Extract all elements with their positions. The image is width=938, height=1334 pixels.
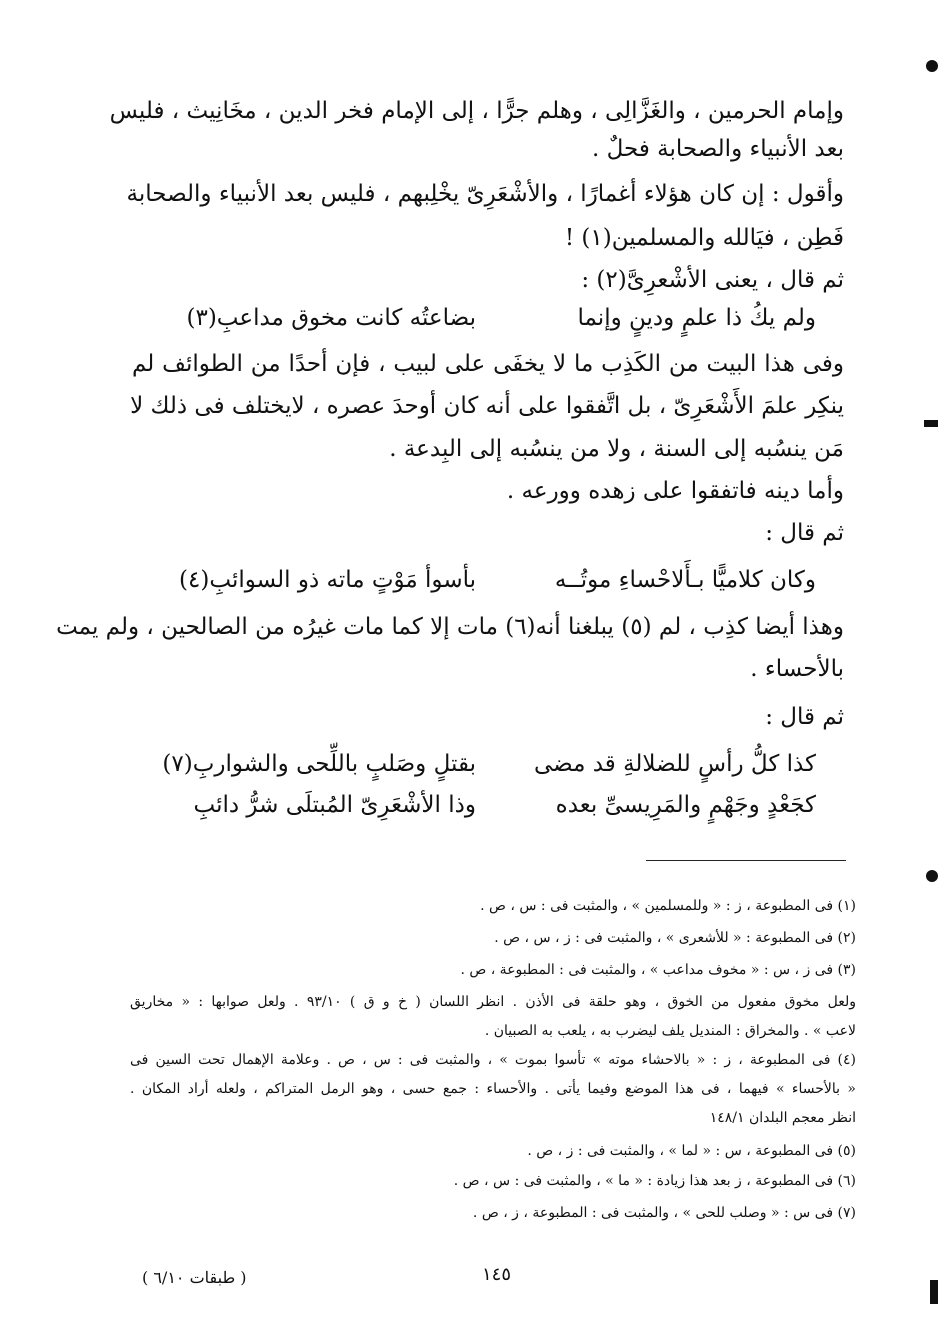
body-line: وأما دينه فاتفقوا على زهده وورعه . <box>506 478 844 504</box>
verse-hemistich-second: بضاعتُه كانت مخوق مداعبِ(٣) <box>186 305 476 331</box>
footnote: (٧) فى س : « وصلب للحى » ، والمثبت فى : المطبوعة ، ز ، ص . <box>472 1205 856 1221</box>
footnote: لاعب » . والمخراق : المنديل يلف ليضرب به ، يلعب به الصبيان . <box>484 1023 856 1039</box>
body-line: وإمام الحرمين ، والغَزَّالِى ، وهلم جرًّا ، إلى الإمام فخر الدين ، مخَانِيث ، فليس <box>109 98 844 124</box>
footnote: (٤) فى المطبوعة ، ز : « بالاحشاء موته » تأسوا بموت » ، والمثبت فى : س ، ص . وعلامة الإهمال تحت السين فى <box>130 1052 856 1068</box>
body-line: بالأحساء . <box>750 656 844 682</box>
footnote-separator <box>646 860 846 861</box>
footnote: (٥) فى المطبوعة ، س : « لما » ، والمثبت فى : ز ، ص . <box>527 1143 856 1159</box>
body-line: ثم قال : <box>765 520 844 546</box>
verse-hemistich-second: وذا الأشْعَرِىّ المُبتلَى شرُّ دائبِ <box>193 792 476 818</box>
footnote: (١) فى المطبوعة ، ز : « وللمسلمين » ، والمثبت فى : س ، ص . <box>480 898 856 914</box>
verse-hemistich-first: كذا كلُّ رأسٍ للضلالةِ قد مضى <box>533 751 816 777</box>
body-line: ينكِر علمَ الأَشْعَرِىّ ، بل اتَّفقوا على أنه كان أوحدَ عصره ، لايختلف فى ذلك لا <box>130 393 844 419</box>
verse-hemistich-first: وكان كلاميًّا بـأَلاحْساءِ موتُــه <box>554 567 816 593</box>
footnote: (٢) فى المطبوعة : « للأشعرى » ، والمثبت فى : ز ، س ، ص . <box>494 930 856 946</box>
verse-hemistich-second: بقتلٍ وصَلبٍ باللِّحى والشواربِ(٧) <box>162 751 476 777</box>
signature-mark: ( طبقات ٦/١٠ ) <box>142 1268 247 1287</box>
footnote: (٦) فى المطبوعة ، ز بعد هذا زيادة : « ما » ، والمثبت فى : س ، ص . <box>453 1173 856 1189</box>
body-line: وفى هذا البيت من الكَذِب ما لا يخفَى على لبيب ، فإن أحدًا من الطوائف لم <box>132 351 844 377</box>
body-line: ثم قال : <box>765 704 844 730</box>
body-line: بعد الأنبياء والصحابة فحلٌ . <box>591 136 844 162</box>
body-line: وهذا أيضا كذِب ، لم (٥) يبلغنا أنه(٦) مات إلا كما مات غيرُه من الصالحين ، ولم يمت <box>56 614 844 640</box>
footnote: « بالأحساء » فيهما ، فى هذا الموضع وفيما يأتى . والأحساء : جمع حسى ، وهو الرمل المتراكم ، ولعله أراد المكان . <box>130 1081 856 1097</box>
body-line: فَطِن ، فيَالله والمسلمين(١) ! <box>564 225 844 251</box>
scan-mark <box>926 60 938 72</box>
scan-mark <box>926 870 938 882</box>
scan-mark <box>924 420 938 427</box>
footnote: ولعل مخوق مفعول من الخوق ، وهو حلقة فى الأذن . انظر اللسان ( خ و ق ) ٩٣/١٠ . ولعل صوابها : « مخاريق <box>130 994 856 1010</box>
body-line: مَن ينسُبه إلى السنة ، ولا من ينسُبه إلى البِدعة . <box>389 436 844 462</box>
verse-hemistich-second: بأسوأ مَوْتٍ ماته ذو السوائبِ(٤) <box>179 567 476 593</box>
body-line: ثم قال ، يعنى الأشْعرِىَّ(٢) : <box>581 267 844 293</box>
body-line: وأقول : إن كان هؤلاء أغمارًا ، والأشْعَرِىّ يخْلِبهم ، فليس بعد الأنبياء والصحابة <box>126 181 844 207</box>
footnote: انظر معجم البلدان ١٤٨/١ <box>709 1110 856 1126</box>
verse-hemistich-first: كجَعْدٍ وجَهْمٍ والمَرِيسىِّ بعده <box>555 792 816 818</box>
footnote: (٣) فى ز ، س : « مخوف مداعب » ، والمثبت فى : المطبوعة ، ص . <box>460 962 856 978</box>
verse-hemistich-first: ولم يكُ ذا علمٍ ودينٍ وإنما <box>577 305 816 331</box>
page-number: ١٤٥ <box>482 1264 512 1285</box>
scan-mark <box>930 1280 938 1304</box>
